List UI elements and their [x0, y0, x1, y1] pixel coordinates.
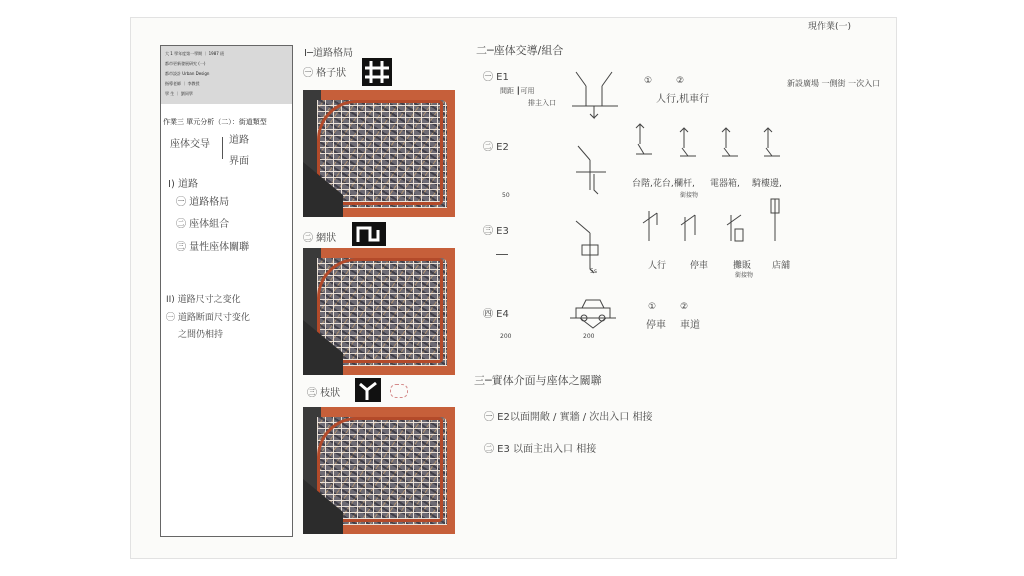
street-map-branch: [303, 407, 455, 534]
grid-pattern-icon: [362, 58, 392, 86]
branch-pattern-icon: [355, 378, 381, 402]
section-1-item: ㊀ 道路格局: [176, 197, 230, 208]
e2-section-sketch: [572, 140, 612, 200]
e2-caption: 欄杆,: [674, 179, 695, 189]
net-pattern-icon: [352, 222, 386, 246]
e3-scale-bar: [496, 254, 508, 255]
e1-mark: ①: [644, 76, 653, 86]
title-block-line: 大 1 學年度第一學期 ｜ 1987 班: [165, 51, 225, 56]
e1-note-2: 排主入口: [528, 99, 556, 107]
title-block: [161, 46, 292, 104]
e3-caption: 人行: [648, 261, 667, 271]
e3-dim: 5s: [590, 268, 597, 275]
e2-option-sketches: [630, 120, 790, 170]
e2-caption: 台階,花台,: [632, 179, 674, 189]
street-map-grid: [303, 90, 455, 217]
interface-line-2: ㊁ E3 以面主出入口 相接: [484, 444, 597, 455]
section-2-line: ㊀ 道路断面尺寸变化: [166, 313, 250, 323]
e4-label: ㊃ E4: [483, 309, 509, 320]
e1-mark: ②: [676, 76, 685, 86]
tree-bracket: [222, 137, 229, 159]
e2-label: ㊁ E2: [483, 142, 509, 153]
e4-mark: ①: [648, 302, 657, 312]
tree-root: 座体交导: [170, 139, 210, 150]
assignment-title: 作業三 單元分析（二）：街道類型: [163, 118, 267, 126]
title-block-line: 學 生 ｜ 劉同學: [165, 91, 193, 96]
e4-dim: 200: [583, 333, 595, 340]
title-block-line: 都市設計 Urban Design: [165, 71, 210, 76]
patterns-heading: I─道路格局: [304, 48, 353, 59]
e1-note-1: 間距 ┃可用: [500, 87, 535, 95]
pattern-label-grid: ㊀ 格子狀: [303, 68, 347, 79]
e3-section-sketch: [570, 215, 606, 275]
interface-heading: 三─實体介面与座体之關聯: [474, 374, 602, 387]
title-block-line: 都市更新發展研究 (一): [165, 61, 206, 66]
e1-section-sketch: [568, 62, 622, 122]
e4-caption: 車道: [680, 320, 700, 331]
e3-option-sketches: [635, 195, 795, 251]
car-section-sketch: [568, 292, 618, 332]
e1-caption: 人行,机車行: [656, 94, 710, 105]
e2-dim: 50: [502, 192, 510, 199]
e3-caption: 停車: [690, 261, 709, 271]
e4-caption: 停車: [646, 320, 666, 331]
side-note: 新設廣場 一側街 一次入口: [787, 79, 881, 88]
section-1-heading: I) 道路: [168, 179, 199, 190]
e2-caption: 電器箱,: [710, 179, 740, 189]
e3-sub: 銜接物: [735, 272, 754, 279]
branch-sketch-mark: [390, 384, 408, 398]
e1-label: ㊀ E1: [483, 72, 509, 83]
composition-heading: 二─座体交導/組合: [476, 44, 564, 57]
sheet-title: 現作業(一): [808, 22, 852, 32]
title-block-line: 指導老師 ｜ 李教授: [165, 81, 200, 86]
interface-line-1: ㊀ E2以面開敞 / 實牆 / 次出入口 相接: [484, 412, 653, 423]
e3-caption: 店舖: [772, 261, 791, 271]
e3-label: ㊂ E3: [483, 226, 509, 237]
section-2-heading: II) 道路尺寸之变化: [166, 295, 241, 305]
pattern-label-net: ㊁ 網狀: [303, 233, 337, 244]
tree-branch-1: 道路: [229, 135, 249, 146]
pattern-label-branch: ㊂ 枝狀: [307, 388, 341, 399]
tree-branch-2: 界面: [229, 156, 249, 167]
e2-sub: 銜接物: [680, 192, 699, 199]
e2-caption: 騎樓邊,: [752, 179, 782, 189]
street-map-net: [303, 248, 455, 375]
section-1-item: ㊁ 座体組合: [176, 219, 230, 230]
e4-dim: 200: [500, 333, 512, 340]
section-1-item: ㊂ 量性座体關聯: [176, 242, 250, 253]
e3-caption: 攤販: [733, 261, 752, 271]
section-2-line: 之間仍相持: [178, 330, 224, 340]
e4-mark: ②: [680, 302, 689, 312]
